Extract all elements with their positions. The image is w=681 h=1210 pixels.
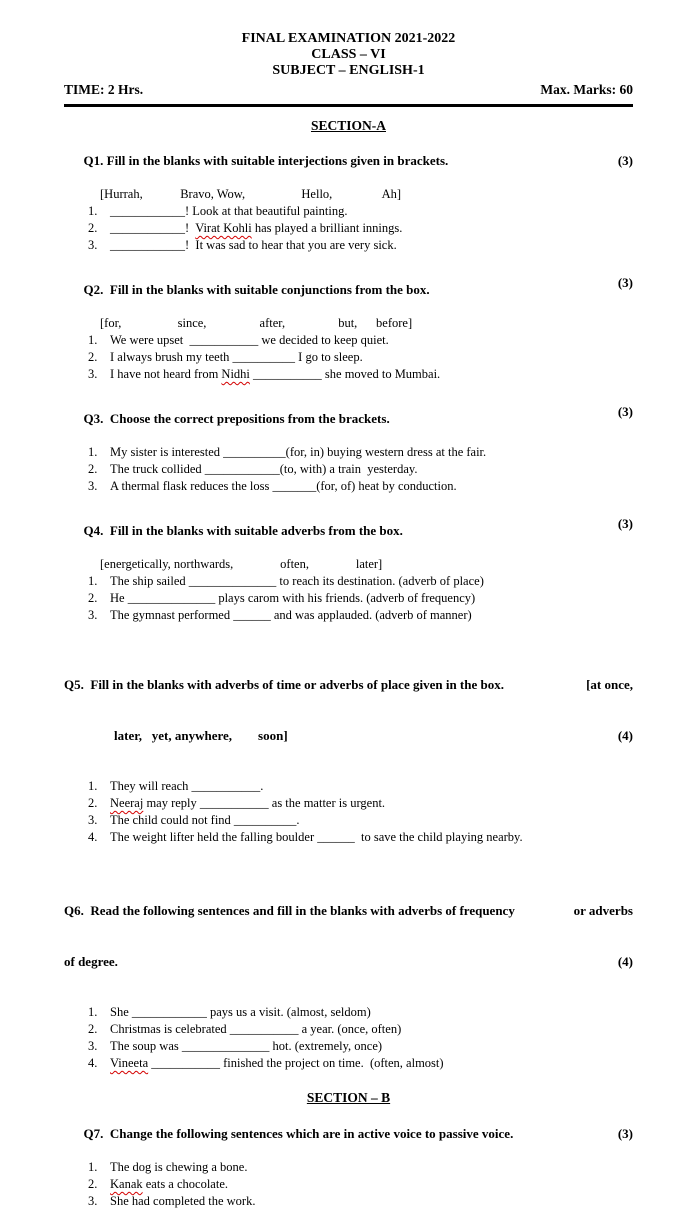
exam-class: CLASS – VI	[311, 47, 386, 62]
question-5	[64, 642, 633, 846]
question-title: Read the following sentences and fill in the blanks with adverbs of frequency	[83, 903, 515, 918]
marks-badge: (3)	[617, 275, 633, 290]
section-a-heading: SECTION-A	[310, 118, 386, 133]
question-item: 3. She had completed the work.	[88, 1194, 256, 1208]
question-heading	[64, 505, 633, 556]
question-title: Fill in the blanks with adverbs of time or adverbs of place given in the box.	[83, 677, 504, 692]
question-number: Q4.	[83, 523, 104, 538]
misspelled-word: Virat Kohli	[195, 221, 252, 235]
item-number: 2.	[88, 462, 98, 476]
question-item: 2. Kanak eats a chocolate.	[88, 1177, 228, 1191]
misspelled-word: Kanak	[110, 1177, 143, 1191]
section-b-heading: SECTION – B	[306, 1090, 391, 1105]
question-number: Q5.	[64, 677, 84, 692]
question-title-overflow: or adverbs	[573, 903, 633, 918]
question-item: 1. My sister is interested __________(for, in) buying western dress at the fair.	[88, 445, 487, 459]
exam-title: FINAL EXAMINATION 2021-2022	[241, 31, 456, 46]
exam-subject: SUBJECT – ENGLISH-1	[272, 63, 425, 78]
question-item: 3. ____________! It was sad to hear that you are very sick.	[88, 238, 397, 252]
item-number: 4.	[88, 1056, 98, 1070]
question-item: 1. They will reach ___________.	[88, 779, 264, 793]
question-heading	[64, 135, 633, 186]
marks-badge: (4)	[617, 728, 633, 743]
header-divider	[64, 104, 633, 107]
question-number: Q7.	[83, 1126, 104, 1141]
marks-badge: (3)	[617, 404, 633, 419]
question-item: 1. ____________! Look at that beautiful painting.	[88, 204, 348, 218]
question-item: 1. We were upset ___________ we decided to keep quiet.	[88, 333, 389, 347]
marks-badge: (4)	[617, 954, 633, 969]
item-number: 1.	[88, 779, 98, 793]
question-item: 2. The truck collided ____________(to, with) a train yesterday.	[88, 462, 418, 476]
question-number: Q3.	[83, 411, 104, 426]
question-item: 2. ____________! Virat Kohli has played a brilliant innings.	[88, 221, 403, 235]
question-heading	[64, 264, 633, 315]
item-number: 3.	[88, 608, 98, 622]
marks-badge: (3)	[617, 516, 633, 531]
word-bank-start: [at once,	[586, 677, 633, 692]
question-item: 3. A thermal flask reduces the loss _______(for, of) heat by conduction.	[88, 479, 457, 493]
marks-badge: (3)	[617, 153, 633, 168]
item-number: 2.	[88, 1177, 98, 1191]
item-number: 1.	[88, 445, 98, 459]
question-3	[64, 393, 633, 495]
item-number: 1.	[88, 204, 98, 218]
item-number: 1.	[88, 333, 98, 347]
item-number: 1.	[88, 574, 98, 588]
question-7	[64, 1108, 633, 1210]
item-number: 3.	[88, 1194, 98, 1208]
item-number: 3.	[88, 813, 98, 827]
question-item: 1. The dog is chewing a bone.	[88, 1160, 248, 1174]
item-number: 2.	[88, 796, 98, 810]
question-item: 1. The ship sailed ______________ to reach its destination. (adverb of place)	[88, 574, 484, 588]
question-item: 4. Vineeta ___________ finished the project on time. (often, almost)	[88, 1056, 444, 1070]
question-2	[64, 264, 633, 383]
question-item: 2. I always brush my teeth __________ I go to sleep.	[88, 350, 363, 364]
item-number: 3.	[88, 367, 98, 381]
item-number: 1.	[88, 1160, 98, 1174]
item-number: 4.	[88, 830, 98, 844]
question-4	[64, 505, 633, 624]
word-bank: [Hurrah, Bravo, Wow, Hello, Ah]	[100, 187, 402, 201]
word-bank-end: later, yet, anywhere, soon]	[114, 728, 288, 743]
question-number: Q1.	[83, 153, 104, 168]
question-item: 2. He ______________ plays carom with his friends. (adverb of frequency)	[88, 591, 476, 605]
question-heading	[64, 1108, 633, 1159]
item-number: 2.	[88, 221, 98, 235]
item-number: 2.	[88, 1022, 98, 1036]
question-6	[64, 868, 633, 1072]
question-item: 3. The soup was ______________ hot. (extremely, once)	[88, 1039, 383, 1053]
question-item: 4. The weight lifter held the falling boulder ______ to save the child playing nearby.	[88, 830, 523, 844]
item-number: 3.	[88, 238, 98, 252]
item-number: 1.	[88, 1005, 98, 1019]
question-title: Fill in the blanks with suitable adverbs from the box.	[103, 523, 403, 538]
word-bank: [for, since, after, but, before]	[100, 316, 413, 330]
question-title: Change the following sentences which are in active voice to passive voice.	[103, 1126, 514, 1141]
item-number: 2.	[88, 350, 98, 364]
question-title-line2: of degree.	[64, 954, 118, 969]
exam-time: TIME: 2 Hrs.	[64, 82, 144, 97]
question-title: Fill in the blanks with suitable conjunctions from the box.	[103, 282, 430, 297]
item-number: 3.	[88, 1039, 98, 1053]
question-item: 3. The child could not find __________.	[88, 813, 300, 827]
question-1	[64, 135, 633, 254]
exam-meta-row	[64, 82, 633, 98]
misspelled-word: Nidhi	[221, 367, 250, 381]
exam-max-marks: Max. Marks: 60	[540, 82, 633, 97]
question-item: 3. I have not heard from Nidhi ___________ she moved to Mumbai.	[88, 367, 441, 381]
misspelled-word: Neeraj	[110, 796, 144, 810]
question-item: 2. Christmas is celebrated ___________ a year. (once, often)	[88, 1022, 402, 1036]
word-bank: [energetically, northwards, often, later]	[100, 557, 383, 571]
question-title: Choose the correct prepositions from the brackets.	[103, 411, 390, 426]
misspelled-word: Vineeta	[110, 1056, 149, 1070]
question-item: 2. Neeraj may reply ___________ as the matter is urgent.	[88, 796, 386, 810]
question-heading	[64, 642, 633, 778]
question-item: 1. She ____________ pays us a visit. (almost, seldom)	[88, 1005, 371, 1019]
question-title: Fill in the blanks with suitable interjections given in brackets.	[103, 153, 449, 168]
question-item: 3. The gymnast performed ______ and was applauded. (adverb of manner)	[88, 608, 472, 622]
item-number: 2.	[88, 591, 98, 605]
item-number: 3.	[88, 479, 98, 493]
question-number: Q2.	[83, 282, 104, 297]
question-number: Q6.	[64, 903, 84, 918]
question-heading	[64, 868, 633, 1004]
marks-badge: (3)	[617, 1126, 633, 1141]
question-heading	[64, 393, 633, 444]
